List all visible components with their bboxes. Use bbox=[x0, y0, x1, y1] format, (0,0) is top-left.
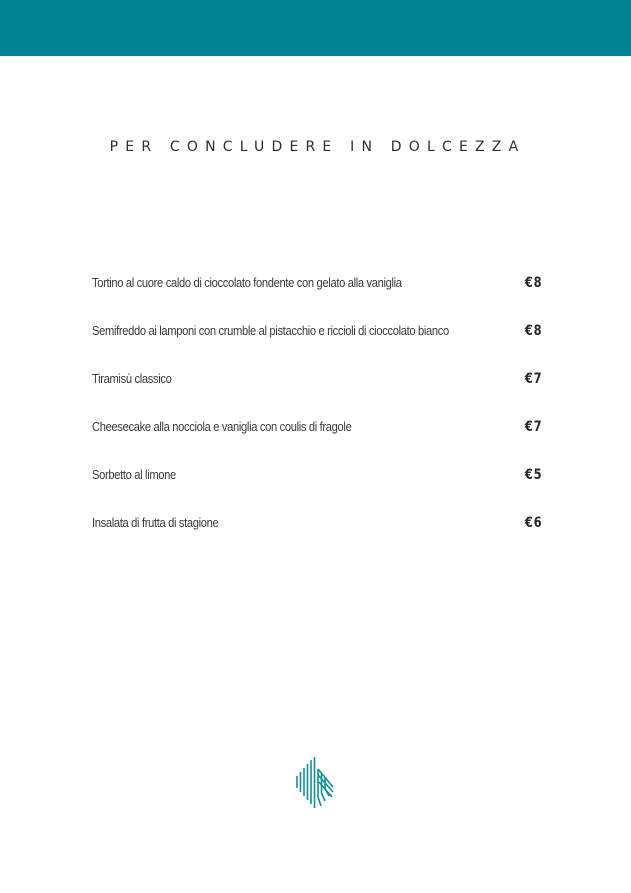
dessert-menu-list bbox=[92, 274, 542, 562]
menu-item-name: Tortino al cuore caldo di cioccolato fondente con gelato alla vaniglia bbox=[92, 275, 402, 290]
menu-item-name: Cheesecake alla nocciola e vaniglia con coulis di fragole bbox=[92, 419, 352, 434]
menu-item-name: Sorbetto al limone bbox=[92, 467, 176, 482]
menu-item bbox=[92, 514, 542, 562]
menu-item bbox=[92, 370, 542, 418]
menu-item-name: Insalata di frutta di stagione bbox=[92, 515, 219, 530]
menu-item bbox=[92, 418, 542, 466]
menu-item-price: €8 bbox=[524, 323, 542, 339]
menu-item-price: €7 bbox=[524, 371, 542, 387]
section-title: PER CONCLUDERE IN DOLCEZZA bbox=[109, 139, 526, 155]
menu-item-price: €6 bbox=[524, 515, 542, 531]
striped-diamond-logo-icon bbox=[295, 757, 337, 809]
menu-item bbox=[92, 274, 542, 322]
menu-item-price: €5 bbox=[524, 467, 542, 483]
menu-item-name: Semifreddo ai lamponi con crumble al pistacchio e riccioli di cioccolato bianco bbox=[92, 323, 449, 338]
menu-item-name: Tiramisù classico bbox=[92, 371, 172, 386]
menu-item bbox=[92, 322, 542, 370]
header-band bbox=[0, 0, 631, 56]
menu-item-price: €7 bbox=[524, 419, 542, 435]
menu-item bbox=[92, 466, 542, 514]
menu-item-price: €8 bbox=[524, 275, 542, 291]
